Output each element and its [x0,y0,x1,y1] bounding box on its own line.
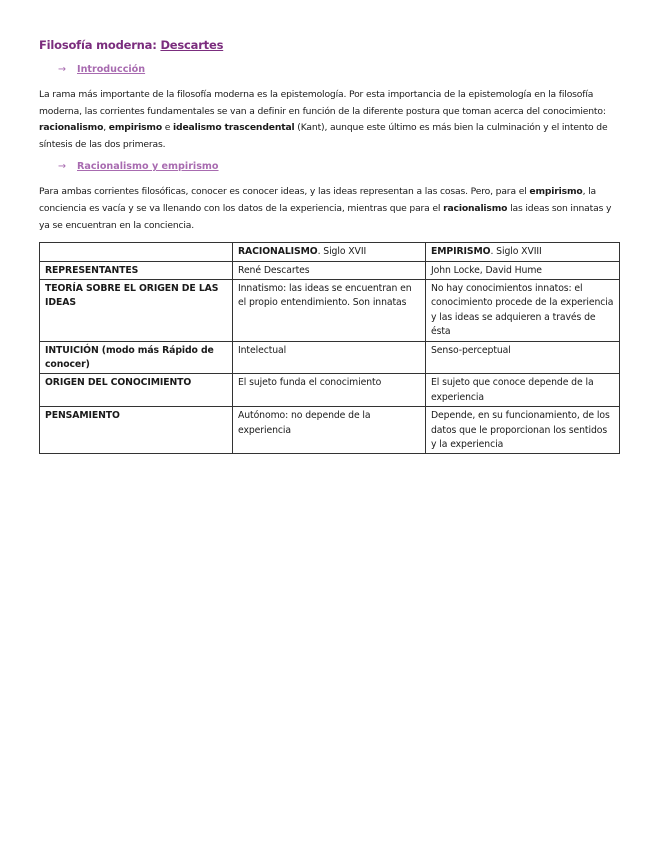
empirismo-cell: No hay conocimientos innatos: el conocimiento procede de la experiencia y las ideas se adquieren a través de ésta [426,279,620,341]
racionalismo-cell: El sujeto funda el conocimiento [233,374,426,407]
document-page [39,38,619,454]
arrow-right-icon: → [58,64,67,75]
empirismo-cell: Senso-perceptual [426,341,620,374]
header-racionalismo-bold: RACIONALISMO [238,246,318,258]
header-empirismo-bold: EMPIRISMO [431,246,491,258]
title-link-descartes[interactable]: Descartes [160,38,224,52]
table-header-row [40,243,620,261]
table-row [40,279,620,341]
racionalismo-cell: Innatismo: las ideas se encuentran en el propio entendimiento. Son innatas [233,279,426,341]
intro-text-2: , [103,122,109,134]
section-heading-intro[interactable] [58,64,619,75]
rac-emp-paragraph [39,184,619,234]
empirismo-cell: El sujeto que conoce depende de la experiencia [426,374,620,407]
intro-bold-empirismo: empirismo [108,122,162,134]
racionalismo-cell: Autónomo: no depende de la experiencia [233,407,426,454]
racionalismo-cell: Intelectual [233,341,426,374]
rac-emp-text-2: , la conciencia es vacía y se va llenando con los datos de la experiencia, mientras que para el [39,186,597,214]
comparison-table [39,242,620,454]
rac-emp-bold-racionalismo: racionalismo [443,202,508,214]
racionalismo-cell: René Descartes [233,261,426,279]
rac-emp-text-3: las ideas son innatas y ya se encuentran en la conciencia. [39,202,612,231]
row-label: INTUICIÓN (modo más Rápido de conocer) [40,341,233,374]
intro-heading-label[interactable]: Introducción [77,64,146,75]
intro-text-4: (Kant), aunque este último es más bien la culminación y el intento de síntesis de las dos primeras. [39,122,608,150]
section-heading-rac-emp[interactable] [58,161,619,172]
rac-emp-text-1: Para ambas corrientes filosóficas, conocer es conocer ideas, y las ideas representan a las cosas. Pero, para el [39,186,530,198]
rac-emp-heading-label[interactable]: Racionalismo y empirismo [77,161,219,173]
arrow-right-icon: → [58,161,67,173]
header-empirismo [426,243,620,261]
table-row [40,374,620,407]
table-row [40,407,620,454]
intro-text-3: e [162,122,174,134]
intro-paragraph [39,87,619,153]
empirismo-cell: Depende, en su funcionamiento, de los datos que le proporcionan los sentidos y la experiencia [426,407,620,454]
intro-text-1: La rama más importante de la filosofía moderna es la epistemología. Por esta importancia de la epistemología en la filosofía moderna, las corrientes fundamentales se van a definir en función de la diferente postura que toman acerca del conocimiento: [39,89,606,117]
empirismo-cell: John Locke, David Hume [426,261,620,279]
table-row [40,341,620,374]
row-label: PENSAMIENTO [40,407,233,454]
header-empty-cell [40,243,233,261]
title-prefix: Filosofía moderna: [39,38,161,52]
intro-bold-idealismo: idealismo trascendental [173,122,295,134]
table-row [40,261,620,279]
row-label: REPRESENTANTES [40,261,233,279]
rac-emp-bold-empirismo: empirismo [529,186,583,198]
header-empirismo-rest: . Siglo XVIII [490,246,542,258]
header-racionalismo-rest: . Siglo XVII [317,246,367,258]
row-label: TEORÍA SOBRE EL ORIGEN DE LAS IDEAS [40,279,233,341]
header-racionalismo [233,243,426,261]
row-label: ORIGEN DEL CONOCIMIENTO [40,374,233,407]
intro-bold-racionalismo: racionalismo [39,122,104,134]
page-title [39,38,619,52]
